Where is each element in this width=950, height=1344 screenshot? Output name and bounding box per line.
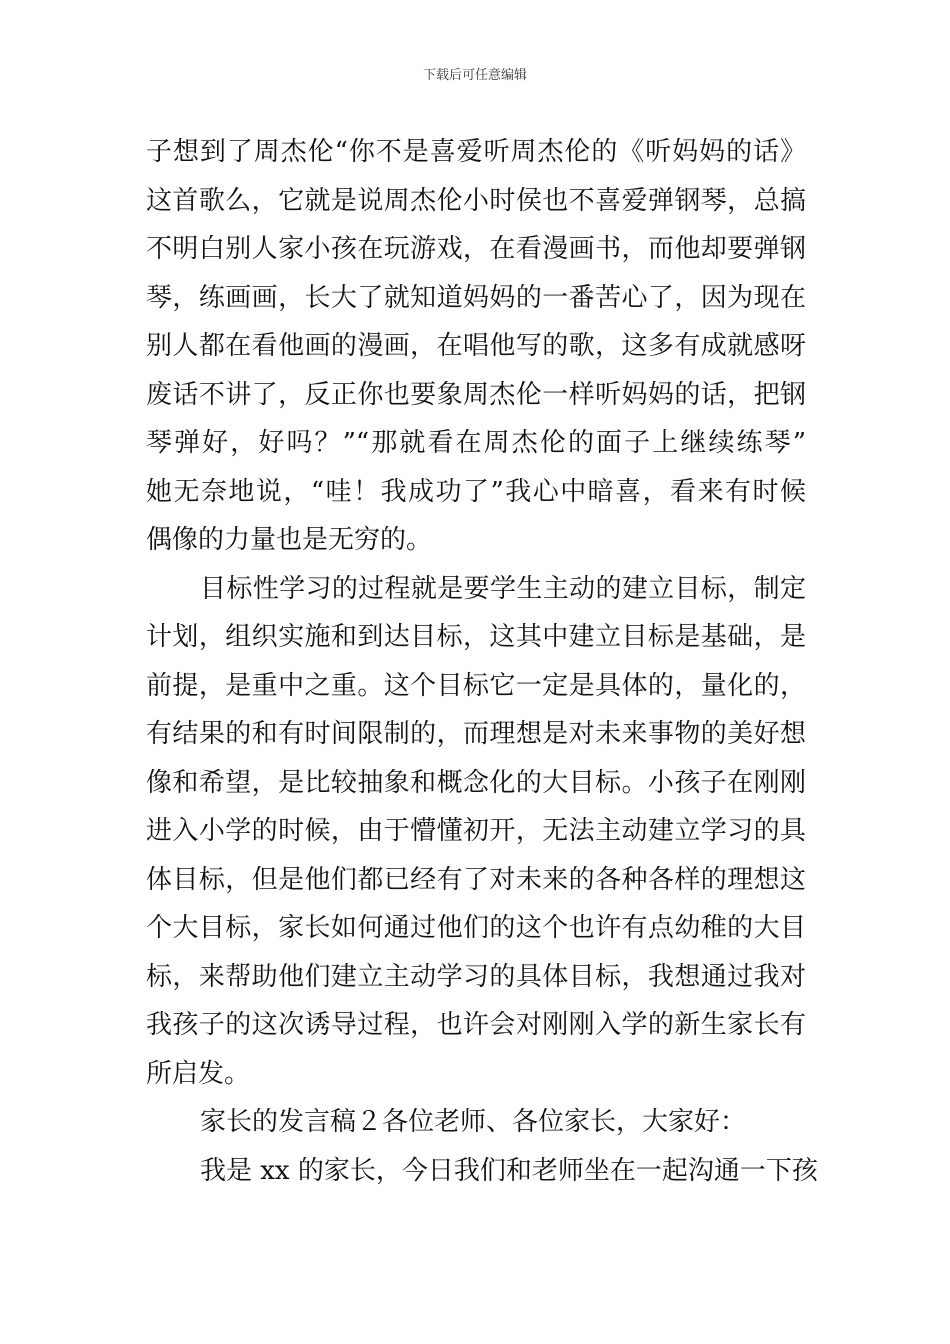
paragraph-3 bbox=[146, 1098, 806, 1147]
text-line: 有结果的和有时间限制的，而理想是对未来事物的美好想 bbox=[146, 719, 806, 749]
text-line: 我是 xx 的家长，今日我们和老师坐在一起沟通一下孩 bbox=[200, 1155, 818, 1186]
text-line: 不明白别人家小孩在玩游戏，在看漫画书，而他却要弹钢 bbox=[146, 234, 806, 264]
text-line: 进入小学的时候，由于懵懂初开，无法主动建立学习的具 bbox=[146, 816, 806, 846]
text-line: 个大目标，家长如何通过他们的这个也许有点幼稚的大目 bbox=[146, 913, 806, 943]
text-line: 废话不讲了，反正你也要象周杰伦一样听妈妈的话，把钢 bbox=[146, 379, 806, 410]
text-line: 别人都在看他画的漫画，在唱他写的歌，这多有成就感呀 bbox=[146, 331, 806, 361]
paragraph-4 bbox=[146, 1147, 818, 1196]
text-line: 这首歌么，它就是说周杰伦小时侯也不喜爱弹钢琴，总搞 bbox=[146, 185, 806, 216]
text-line: 标，来帮助他们建立主动学习的具体目标，我想通过我对 bbox=[146, 961, 806, 992]
text-line: 像和希望，是比较抽象和概念化的大目标。小孩子在刚刚 bbox=[146, 767, 806, 798]
paragraph-1 bbox=[146, 128, 806, 565]
text-line: 前提，是重中之重。这个目标它一定是具体的，量化的， bbox=[146, 670, 806, 701]
text-line: 琴，练画画，长大了就知道妈妈的一番苦心了，因为现在 bbox=[146, 282, 806, 313]
text-line: 体目标，但是他们都已经有了对未来的各种各样的理想这 bbox=[146, 864, 806, 895]
text-line: 她无奈地说，“哇！我成功了”我心中暗喜，看来有时候 bbox=[146, 476, 806, 507]
text-line: 所启发。 bbox=[146, 1058, 251, 1089]
section-heading-line: 家长的发言稿２各位老师、各位家长，大家好： bbox=[200, 1107, 747, 1137]
text-line: 偶像的力量也是无穷的。 bbox=[146, 525, 433, 555]
page-header: 下载后可任意编辑 bbox=[422, 68, 527, 83]
text-line: 子想到了周杰伦“你不是喜爱听周杰伦的《听妈妈的话》 bbox=[146, 137, 806, 167]
text-line: 琴弹好，好吗？”“那就看在周杰伦的面子上继续练琴” bbox=[146, 428, 806, 458]
document-body bbox=[146, 128, 818, 1195]
paragraph-2 bbox=[146, 565, 806, 1099]
text-line: 计划，组织实施和到达目标，这其中建立目标是基础，是 bbox=[146, 622, 806, 652]
text-line: 我孩子的这次诱导过程，也许会对刚刚入学的新生家长有 bbox=[146, 1010, 806, 1040]
text-line: 目标性学习的过程就是要学生主动的建立目标，制定 bbox=[200, 573, 806, 604]
